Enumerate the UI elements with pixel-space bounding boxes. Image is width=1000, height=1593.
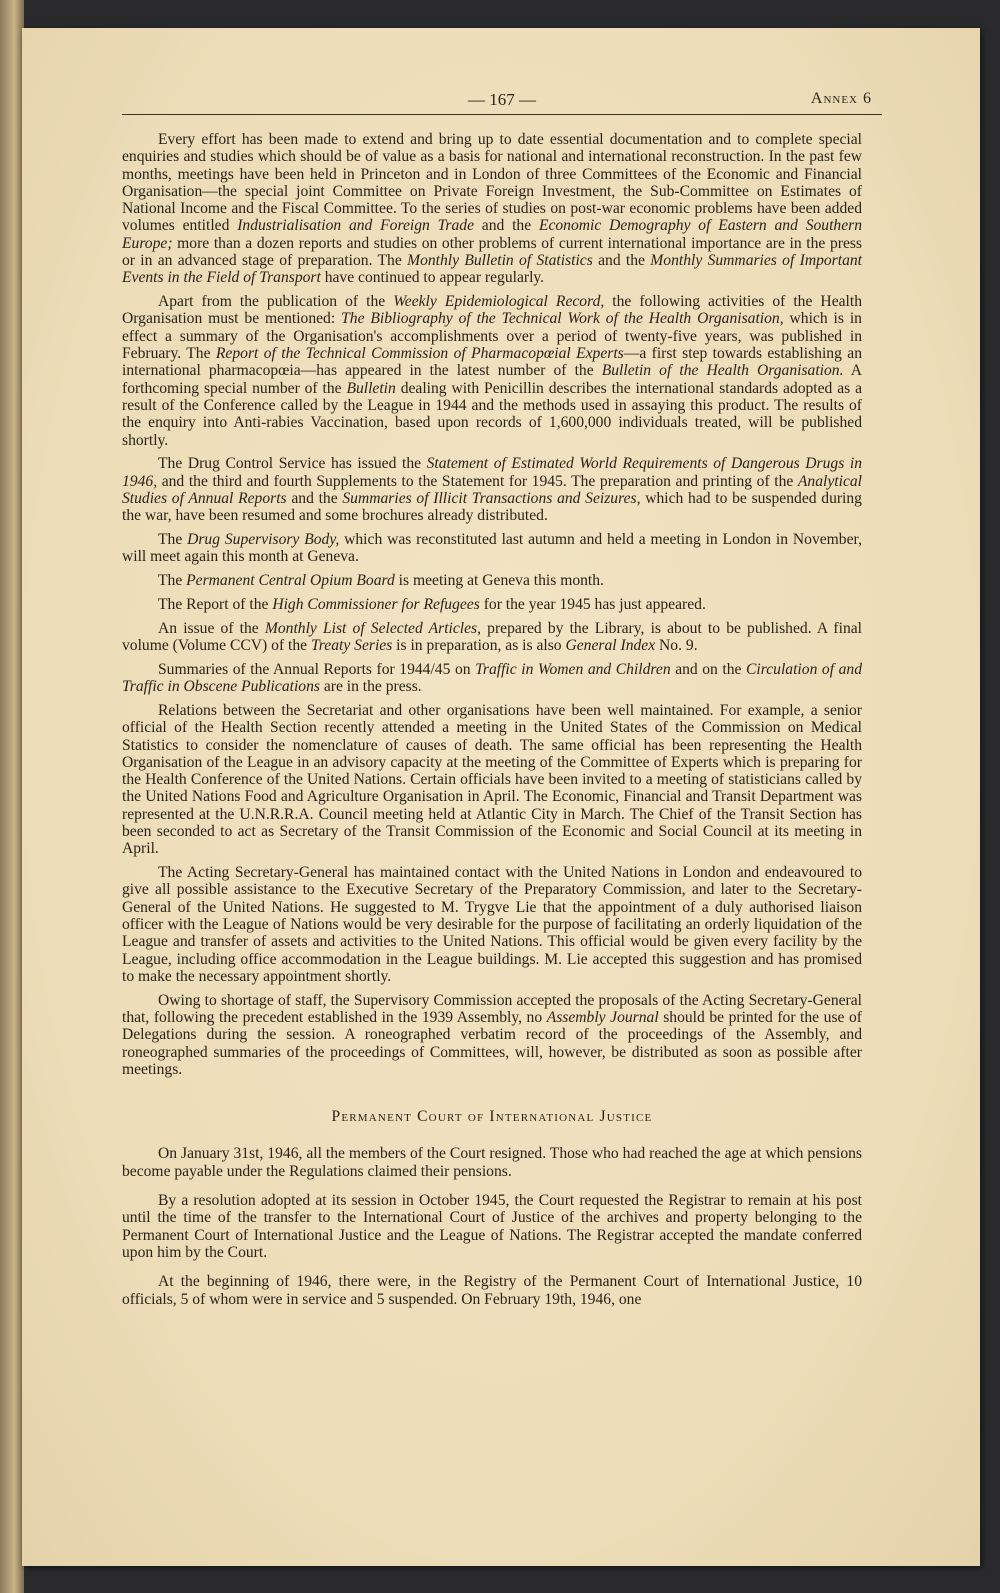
- paragraph-library: An issue of the Monthly List of Selected Articles, prepared by the Library, is about to be published. A final volume (Volume CCV) of the Treaty Series is in preparation, as is also General Index No. 9.: [122, 619, 862, 655]
- adjacent-page-edge: [0, 0, 24, 1593]
- paragraph-assembly-journal: Owing to shortage of staff, the Supervisory Commission accepted the proposals of the Acting Secretary-General that, following the precedent established in the 1939 Assembly, no Assembly Journal should be printed for the use of Delegations during the session. A roneographed verbatim record of the proceedings of the Assembly, and roneographed summaries of the proceedings of Committees, will, however, be distributed as soon as possible after meetings.: [122, 991, 862, 1078]
- paragraph-documentation: Every effort has been made to extend and bring up to date essential documentation and to complete special enquiries and studies which should be of value as a basis for national and international reconstruction. In the past few months, meetings have been held in Princeton and in London of three Committees of the Economic and Financial Organisation—the special joint Committee on Private Foreign Investment, the Sub-Committee on Estimates of National Income and the Fiscal Committee. To the series of studies on post-war economic problems have been added volumes entitled Industrialisation and Foreign Trade and the Economic Demography of Eastern and Southern Europe; more than a dozen reports and studies on other problems of current international importance are in the press or in an advanced stage of preparation. The Monthly Bulletin of Statistics and the Monthly Summaries of Important Events in the Field of Transport have continued to appear regularly.: [122, 131, 862, 287]
- paragraph-drug-control: The Drug Control Service has issued the Statement of Estimated World Requirements of Dangerous Drugs in 1946, and the third and fourth Supplements to the Statement for 1945. The preparation and printing of the Analytical Studies of Annual Reports and the Summaries of Illicit Transactions and Seizures, which had to be suspended during the war, have been resumed and some brochures already distributed.: [122, 455, 862, 525]
- paragraph-united-nations: The Acting Secretary-General has maintained contact with the United Nations in London and endeavoured to give all possible assistance to the Executive Secretary of the Preparatory Commission, and later to the Secretary-General of the United Nations. He suggested to M. Trygve Lie that the appointment of a duly authorised liaison officer with the League of Nations would be very desirable for the purpose of facilitating an orderly liquidation of the League and transfer of assets and activities to the United Nations. This official would be given every facility by the League, including office accommodation in the League buildings. M. Lie accepted this suggestion and has promised to make the necessary appointment shortly.: [122, 864, 862, 985]
- annex-label: Annex 6: [810, 90, 872, 107]
- document-page: [22, 28, 980, 1566]
- paragraph-health-organisation: Apart from the publication of the Weekly Epidemiological Record, the following activities of the Health Organisation must be mentioned: The Bibliography of the Technical Work of the Health Organisation, which is in effect a summary of the Organisation's accomplishments over a period of twenty-five years, was published in February. The Report of the Technical Commission of Pharmacopœial Experts—a first step towards establishing an international pharmacopœia—has appeared in the latest number of the Bulletin of the Health Organisation. A forthcoming special number of the Bulletin dealing with Penicillin describes the international standards adopted as a result of the Conference called by the League in 1944 and the methods used in assaying this product. The results of the enquiry into Anti-rabies Vaccination, based upon records of 1,600,000 individuals treated, will be published shortly.: [122, 293, 863, 449]
- page-header: [122, 88, 882, 115]
- body-text: [122, 131, 862, 1320]
- page-number: — 167 —: [468, 90, 536, 109]
- paragraph-registrar: By a resolution adopted at its session in October 1945, the Court requested the Registrar to remain at his post until the time of the transfer to the International Court of Justice of the archives and property belonging to the Permanent Court of International Justice and the League of Nations. The Registrar accepted the mandate conferred upon him by the Court.: [122, 1192, 862, 1261]
- paragraph-relations: Relations between the Secretariat and other organisations have been well maintained. For example, a senior official of the Health Section recently attended a meeting in the United States of the Commission on Medical Statistics to consider the nomenclature of causes of death. The same official has been representing the Health Organisation of the League in an advisory capacity at the meeting of the Committee of Experts which is preparing for the Health Conference of the United Nations. Certain officials have been invited to a meeting of statisticians called by the United Nations Food and Agriculture Organisation in April. The Economic, Financial and Transit Department was represented at the U.N.R.R.A. Council meeting held at Atlantic City in March. The Chief of the Transit Section has been seconded to act as Secretary of the Transit Commission of the Economic and Social Council at its meeting in April.: [122, 701, 862, 858]
- paragraph-opium-board: The Permanent Central Opium Board is meeting at Geneva this month.: [158, 572, 604, 590]
- paragraph-annual-reports: Summaries of the Annual Reports for 1944/45 on Traffic in Women and Children and on the Circulation of and Traffic in Obscene Publications are in the press.: [122, 660, 862, 696]
- paragraph-drug-supervisory-body: The Drug Supervisory Body, which was reconstituted last autumn and held a meeting in London in November, will meet again this month at Geneva.: [122, 531, 862, 566]
- paragraph-registry-officials: At the beginning of 1946, there were, in the Registry of the Permanent Court of International Justice, 10 officials, 5 of whom were in service and 5 suspended. On February 19th, 1946, one: [122, 1273, 862, 1308]
- paragraph-refugees: The Report of the High Commissioner for Refugees for the year 1945 has just appeared.: [158, 595, 706, 613]
- court-section: [122, 1145, 862, 1307]
- paragraph-court-resigned: On January 31st, 1946, all the members of the Court resigned. Those who had reached the age at which pensions become payable under the Regulations claimed their pensions.: [122, 1145, 862, 1180]
- section-heading: Permanent Court of International Justice: [331, 1108, 653, 1126]
